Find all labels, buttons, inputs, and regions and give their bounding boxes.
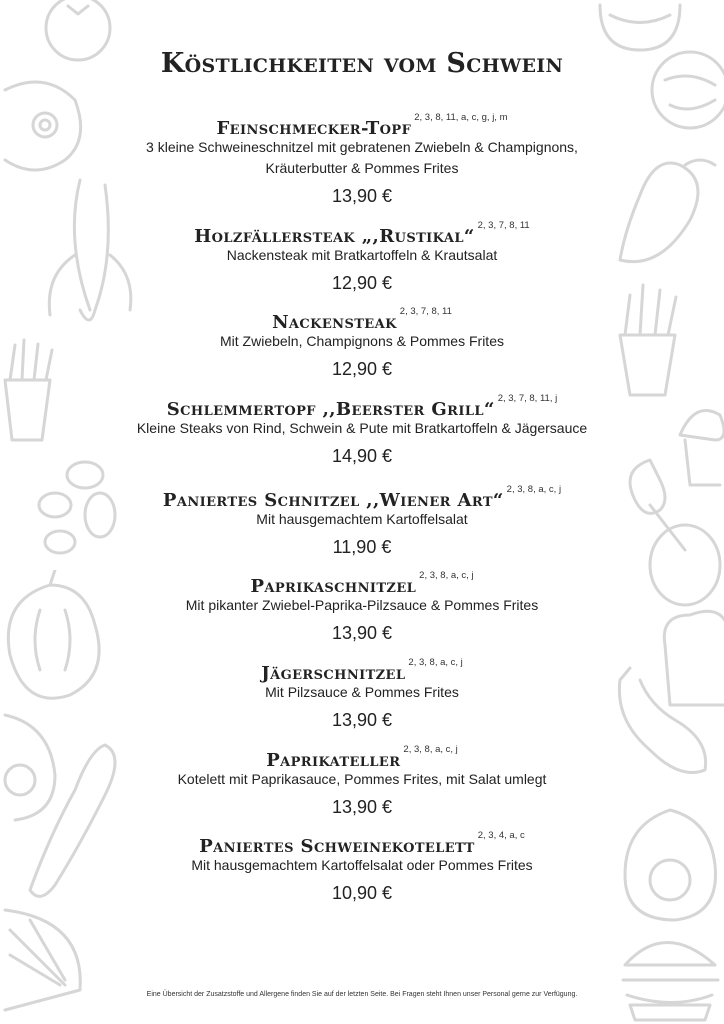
allergen-footnote: Eine Übersicht der Zusatzstoffe und Allergene finden Sie auf der letzten Seite. Bei Fragen steht Ihnen unser Personal gerne zur Verfügung.: [146, 991, 578, 998]
pepper-icon: [0, 570, 105, 710]
dish-name-text: Nackensteak: [272, 312, 397, 333]
cupcake-icon: [675, 395, 724, 490]
dish-price: 13,90 €: [331, 186, 393, 206]
dish-name: [100, 477, 624, 511]
dish-description-line: Mit Pilzsauce & Pommes Frites: [265, 684, 459, 700]
dish-price: 13,90 €: [331, 623, 393, 643]
dish-price: 14,90 €: [331, 446, 393, 466]
dish-item: [100, 213, 624, 294]
dish-description: [100, 682, 624, 703]
dish-description: [100, 331, 624, 352]
dish-name-text: Schlemmertopf ,,Beerster Grill“: [166, 399, 495, 420]
burger-icon: [615, 925, 724, 1024]
allergen-codes: 2, 3, 7, 8, 11, j: [497, 393, 558, 404]
dish-description-line: Mit hausgemachtem Kartoffelsalat oder Pommes Frites: [191, 857, 533, 873]
dish-item: [100, 386, 624, 467]
dish-description: [100, 855, 624, 876]
avocado-half-icon: [610, 800, 724, 930]
dish-description-line: Mit hausgemachtem Kartoffelsalat: [256, 511, 468, 527]
bread-icon: [660, 600, 724, 710]
dish-name: [100, 299, 624, 333]
dish-description-line: Kleine Steaks von Rind, Schwein & Pute mit Bratkartoffeln & Jägersauce: [136, 420, 588, 436]
dish-name: [100, 650, 624, 684]
dish-name-text: Feinschmecker-Topf: [216, 118, 412, 139]
dish-name: [100, 737, 624, 771]
dish-name-text: Paprikateller: [266, 750, 401, 771]
dish-item: [100, 650, 624, 731]
dish-item: [100, 299, 624, 380]
avocado-icon: [0, 705, 65, 825]
dish-price: 13,90 €: [331, 710, 393, 730]
dish-item: [100, 823, 624, 904]
allergen-codes: 2, 3, 8, a, c, j: [506, 484, 562, 495]
dish-item: [100, 477, 624, 558]
dish-description: [100, 418, 624, 439]
eggplant-icon: [610, 150, 724, 280]
dish-description-line: Kotelett mit Paprikasauce, Pommes Frites, mit Salat umlegt: [177, 771, 547, 787]
dish-item: [100, 105, 624, 207]
dish-description-line: 3 kleine Schweineschnitzel mit gebratenen Zwiebeln & Champignons,: [146, 139, 578, 155]
allergen-codes: 2, 3, 8, a, c, j: [419, 570, 474, 581]
dish-name: [100, 823, 624, 857]
dish-name-text: Jägerschnitzel: [261, 663, 406, 684]
dish-description-line: Mit pikanter Zwiebel-Paprika-Pilzsauce & Pommes Frites: [185, 597, 539, 613]
allergen-codes: 2, 3, 8, a, c, j: [408, 657, 463, 668]
dish-name: [100, 213, 624, 247]
dish-description-line: Nackensteak mit Bratkartoffeln & Krautsalat: [226, 247, 498, 263]
dish-price: 12,90 €: [331, 273, 393, 293]
dish-price: 10,90 €: [331, 883, 393, 903]
dish-description-line: Mit Zwiebeln, Champignons & Pommes Frites: [220, 333, 504, 349]
page-title: Köstlichkeiten vom Schwein: [160, 48, 564, 79]
dish-description: [100, 595, 624, 616]
dish-description: [100, 509, 624, 530]
dish-item: [100, 737, 624, 818]
dish-description: [100, 137, 624, 179]
cabbage-icon: [640, 35, 724, 145]
dish-price: 11,90 €: [332, 537, 392, 557]
dish-description: [100, 245, 624, 266]
dish-name: [100, 386, 624, 420]
fries-icon: [0, 335, 60, 445]
dish-description: [100, 769, 624, 790]
dish-name-text: Paniertes Schweinekotelett: [199, 836, 475, 857]
lemon-icon: [0, 900, 90, 1024]
dish-name-text: Holzfällersteak „,Rustikal“: [194, 226, 475, 247]
dish-description-line: Kräuterbutter & Pommes Frites: [265, 160, 459, 176]
dish-name-text: Paniertes Schnitzel ,,Wiener Art“: [162, 490, 504, 511]
dish-name-text: Paprikaschnitzel: [250, 576, 417, 597]
dish-price: 12,90 €: [331, 359, 393, 379]
dish-name: [100, 563, 624, 597]
allergen-codes: 2, 3, 7, 8, 11: [399, 306, 452, 317]
dish-item: [100, 563, 624, 644]
steak-icon: [0, 70, 90, 180]
allergen-codes: 2, 3, 8, a, c, j: [403, 744, 458, 755]
allergen-codes: 2, 3, 4, a, c: [477, 830, 525, 841]
allergen-codes: 2, 3, 7, 8, 11: [477, 220, 530, 231]
allergen-codes: 2, 3, 8, 11, a, c, g, j, m: [414, 112, 508, 123]
dish-name: [100, 105, 624, 139]
dish-price: 13,90 €: [331, 797, 393, 817]
